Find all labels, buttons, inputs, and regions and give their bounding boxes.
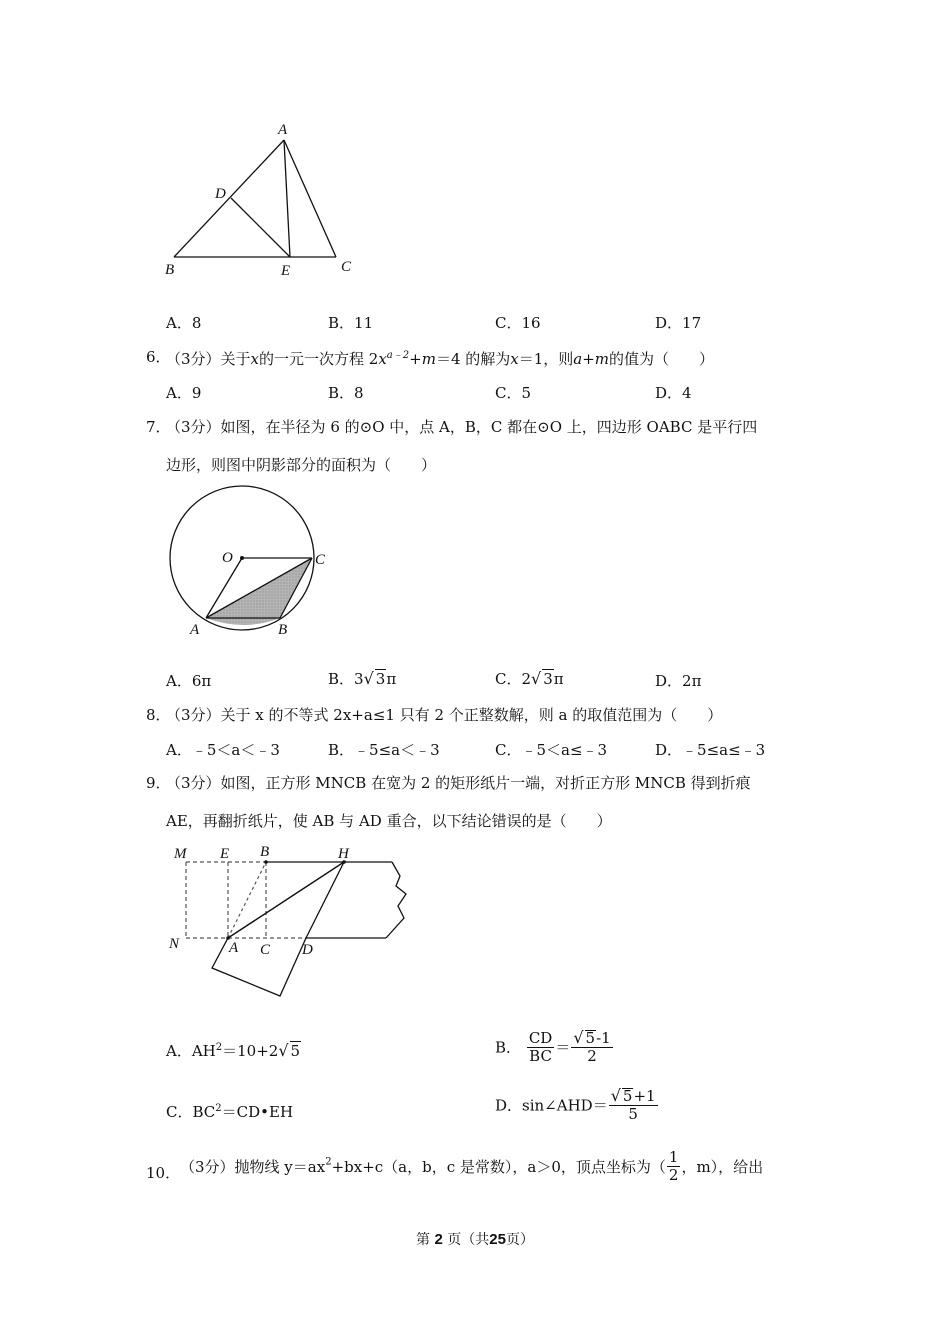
q8-option-a: A．﹣5＜a＜﹣3 — [166, 741, 280, 759]
label-c: C — [315, 552, 326, 568]
fraction-numerator — [609, 1088, 658, 1106]
q7-option-b-radicand: 3 — [375, 670, 386, 688]
footer-prefix: 第 — [416, 1232, 431, 1248]
q9-option-b-label: B． — [495, 1038, 522, 1057]
q5-option-d: D．17 — [655, 314, 702, 332]
q7-option-b-coef: B．3 — [328, 670, 364, 688]
label-a: A — [278, 122, 288, 138]
q10-fraction — [667, 1150, 681, 1183]
q10-text-b: +bx+c（a，b，c 是常数），a＞0，顶点坐标为（ — [331, 1158, 666, 1176]
q7-option-d: D．2π — [655, 672, 702, 690]
q9-option-b-fraction-rhs — [571, 1030, 612, 1064]
q6-option-d: D．4 — [655, 384, 692, 402]
q9-option-d — [495, 1088, 659, 1122]
folding-figure — [160, 840, 420, 1005]
q10-exponent: 2 — [325, 1156, 332, 1168]
q5-option-b: B．11 — [328, 314, 374, 332]
q9-option-b — [495, 1030, 614, 1064]
q9-option-b-fraction-lhs — [527, 1028, 555, 1065]
q6-text-d: ＝4 的解为 — [435, 350, 511, 368]
page-number: 2 — [434, 1231, 443, 1248]
fraction-numerator — [571, 1030, 612, 1048]
q7-option-c-coef: C．2 — [495, 670, 532, 688]
q6-stem — [166, 346, 714, 369]
q6-option-a: A．9 — [166, 384, 202, 402]
label-a: A — [190, 622, 200, 638]
q6-text-c: + — [409, 350, 422, 368]
numerator-tail: -1 — [596, 1029, 611, 1047]
q7-option-b-pi: π — [386, 670, 397, 688]
q7-number: 7． — [146, 418, 171, 436]
q9-number: 9． — [146, 774, 171, 792]
label-d: D — [215, 186, 226, 202]
radical-sign: √ — [610, 1086, 621, 1105]
label-b: B — [165, 262, 175, 278]
q9-option-c-lhs: C．BC — [166, 1103, 216, 1121]
q6-var-x3: x — [510, 350, 519, 368]
triangle-figure — [160, 118, 360, 283]
total-pages: 25 — [489, 1231, 506, 1248]
label-e: E — [220, 846, 230, 862]
q6-var-x2: x — [378, 350, 387, 368]
q6-option-c: C．5 — [495, 384, 532, 402]
q6-text-f: 的值为（ ） — [609, 350, 715, 368]
q8-option-c: C．﹣5＜a≤﹣3 — [495, 741, 608, 759]
q9-stem-line2: AE，再翻折纸片，使 AB 与 AD 重合，以下结论错误的是（ ） — [166, 812, 612, 830]
q9-option-d-fraction — [609, 1088, 658, 1122]
q7-option-c — [495, 668, 564, 689]
q7-option-a: A．6π — [166, 672, 212, 690]
fraction-denominator: 2 — [587, 1047, 597, 1065]
q6-option-b: B．8 — [328, 384, 364, 402]
q10-text-c: ，m），给出 — [681, 1158, 764, 1176]
q9-option-c-rhs: ＝CD•EH — [221, 1103, 294, 1121]
q6-text-b: 的一元一次方程 2 — [259, 350, 379, 368]
q6-var-m: m — [421, 350, 436, 368]
q7-option-c-pi: π — [553, 670, 564, 688]
q8-number: 8． — [146, 706, 171, 724]
footer-suffix: 页） — [505, 1232, 534, 1248]
q9-option-a-radicand: 5 — [290, 1042, 301, 1060]
fraction-numerator: 1 — [668, 1148, 679, 1166]
label-h: H — [338, 846, 349, 862]
q9-option-a-exp: 2 — [215, 1042, 223, 1053]
label-c: C — [260, 942, 271, 958]
radicand: 5 — [585, 1029, 596, 1047]
q10-stem — [180, 1150, 763, 1183]
fraction-denominator: 5 — [628, 1105, 638, 1123]
label-m: M — [174, 846, 187, 862]
q8-option-d: D．﹣5≤a≤﹣3 — [655, 741, 766, 759]
q9-option-c — [166, 1101, 293, 1122]
q7-option-b — [328, 668, 396, 689]
numerator-tail: +1 — [633, 1087, 656, 1105]
q9-option-d-lhs: D．sin∠AHD＝ — [495, 1096, 608, 1115]
q10-text-a: （3分）抛物线 y＝ax — [180, 1158, 326, 1176]
radical-sign: √ — [531, 669, 542, 688]
label-n: N — [169, 936, 180, 952]
radical-sign: √ — [363, 669, 374, 688]
q8-stem: （3分）关于 x 的不等式 2x+a≤1 只有 2 个正整数解，则 a 的取值范围为（ ） — [166, 706, 723, 724]
q6-var-x: x — [250, 350, 260, 368]
q6-exponent: a﹣2 — [386, 350, 410, 361]
q6-text-a: （3分）关于 — [166, 350, 251, 368]
circle-figure — [160, 480, 340, 640]
q7-stem-line2: 边形，则图中阴影部分的面积为（ ） — [166, 456, 437, 474]
page-footer — [0, 1229, 950, 1249]
equals-sign: ＝ — [555, 1038, 571, 1057]
q7-stem-line1: （3分）如图，在半径为 6 的⊙O 中，点 A，B，C 都在⊙O 上，四边形 OABC 是平行四 — [166, 418, 758, 436]
q6-number: 6． — [146, 348, 171, 366]
q5-option-a: A．8 — [166, 314, 202, 332]
q6-expr-am: a+m — [573, 350, 610, 368]
q9-option-c-exp: 2 — [215, 1103, 222, 1114]
q9-option-a-mid: ＝10+2 — [222, 1042, 279, 1060]
radical-sign: √ — [278, 1041, 289, 1060]
label-c: C — [341, 259, 352, 275]
fraction-denominator: BC — [529, 1046, 552, 1065]
label-o: O — [222, 550, 233, 566]
label-b: B — [278, 622, 288, 638]
q10-number: 10． — [146, 1164, 181, 1182]
fraction-numerator: CD — [528, 1028, 553, 1047]
q8-option-b: B．﹣5≤a＜﹣3 — [328, 741, 440, 759]
fraction-denominator: 2 — [668, 1166, 679, 1184]
label-e: E — [281, 263, 291, 279]
radical-sign: √ — [573, 1028, 584, 1047]
q9-stem-line1: （3分）如图，正方形 MNCB 在宽为 2 的矩形纸片一端，对折正方形 MNCB 得到折痕 — [166, 774, 751, 792]
q6-text-e: ＝1，则 — [518, 350, 574, 368]
q7-option-c-radicand: 3 — [543, 670, 553, 688]
q9-option-a-lhs: A．AH — [166, 1042, 216, 1060]
q5-option-c: C．16 — [495, 314, 541, 332]
label-d: D — [302, 942, 313, 958]
footer-middle: 页（共 — [447, 1232, 490, 1248]
q9-option-a — [166, 1040, 301, 1061]
radicand: 5 — [622, 1087, 633, 1105]
label-a: A — [229, 940, 239, 956]
label-b: B — [260, 844, 270, 860]
